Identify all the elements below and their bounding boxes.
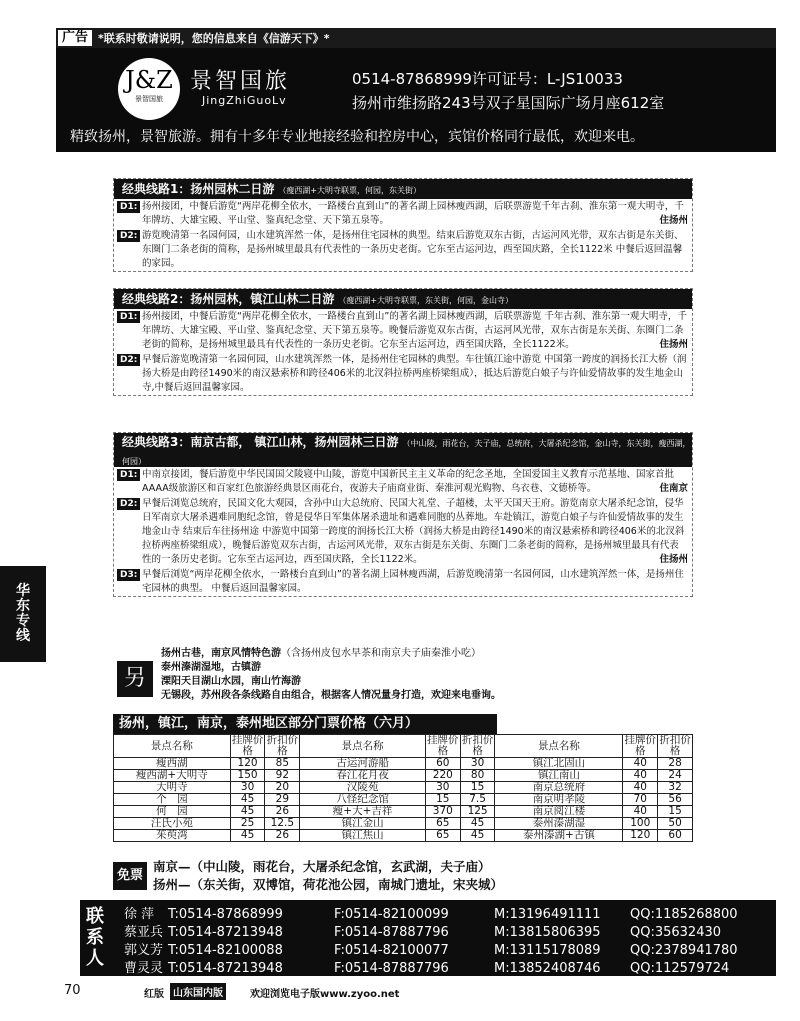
table-cell: 45 [460, 830, 495, 842]
contact-qq: QQ:1185268800 [630, 907, 738, 922]
side-tab-char: 东 [16, 598, 30, 614]
day-tag: D1: [117, 311, 140, 323]
day-text: 中南京接团，餐后游览中华民国国父陵寝中山陵，游览中国新民主主义革命的纪念圣地，全国爱国主义教育示范基地、国家首批AAAA级旅游区和百家红色旅游经典景区雨花台，夜游夫子庙商业街、秦淮河观光购物、乌衣巷、文德桥等。 [142, 469, 675, 494]
table-cell: 个 园 [114, 794, 231, 806]
free-list [153, 858, 503, 894]
route-day [114, 310, 692, 352]
contacts-label: 联系人 [86, 906, 104, 969]
table-cell: 南京阅江楼 [495, 806, 623, 818]
contact-row [124, 903, 738, 922]
table-cell: 40 [623, 770, 658, 782]
table-cell: 春江花月夜 [300, 770, 426, 782]
table-cell: 40 [623, 806, 658, 818]
logo-mark: J&Z [125, 66, 173, 94]
contact-row [124, 957, 729, 976]
contact-name: 徐 萍 [124, 907, 155, 922]
day-tag: D2: [117, 354, 140, 366]
table-cell: 何 园 [114, 806, 231, 818]
table-cell: 26 [265, 830, 300, 842]
table-cell: 28 [658, 758, 693, 770]
table-cell: 80 [460, 770, 495, 782]
day-tag: D3: [117, 569, 140, 581]
route-title-text: 经典线路1：扬州园林二日游 [122, 182, 275, 196]
table-cell: 15 [460, 782, 495, 794]
other-route-line: 泰州溱湖湿地，古镇游 [161, 662, 261, 673]
ad-note: *联系时敬请说明，您的信息来自《信游天下》* [98, 32, 330, 45]
stay-city: 住扬州 [659, 215, 688, 226]
table-row [114, 794, 693, 806]
table-cell: 220 [425, 770, 460, 782]
route-day [114, 568, 692, 596]
table-cell: 120 [230, 758, 265, 770]
contact-row [124, 921, 721, 940]
contact-tel[interactable]: T:0514-87868999 [168, 907, 283, 922]
route-title-text: 经典线路3：南京古都， 镇江山林，扬州园林三日游 [122, 435, 399, 449]
other-routes [113, 647, 693, 707]
contact-fax: F:0514-82100077 [334, 943, 449, 958]
table-cell: 泰州溱湖湿 [495, 818, 623, 830]
contact-mobile[interactable]: M:13815806395 [494, 925, 601, 940]
col-header: 景点名称 [114, 735, 231, 758]
day-tag: D2: [117, 498, 140, 510]
table-cell: 25 [230, 818, 265, 830]
table-row [114, 818, 693, 830]
table-cell: 45 [230, 794, 265, 806]
table-cell: 85 [265, 758, 300, 770]
edition-label: 红版 [144, 989, 164, 1000]
route-day [114, 497, 692, 567]
contact-fax: F:0514-87887796 [334, 961, 449, 976]
day-text: 早餐后浏览“两岸花柳全依水，一路楼台直到山”的著名湖上园林瘦西湖，后游览晚清第一名园何园，山水建筑浑然一体，是扬州住宅园林的典型。 中餐后返回温馨家园。 [142, 569, 684, 594]
route-title-text: 经典线路2：扬州园林，镇江山林二日游 [122, 292, 335, 306]
other-route-note: （含扬州皮包水早茶和南京夫子庙秦淮小吃） [281, 648, 481, 659]
section-tab-east-china [0, 566, 46, 662]
contact-qq: QQ:112579724 [630, 961, 730, 976]
route-3 [113, 432, 693, 597]
table-cell: 20 [265, 782, 300, 794]
route-subtitle: （瘦西湖+大明寺联票，东关街，何园，金山寺） [338, 296, 514, 305]
contacts-panel [80, 900, 776, 976]
ad-bar [56, 28, 776, 48]
table-cell: 24 [658, 770, 693, 782]
table-cell: 大明寺 [114, 782, 231, 794]
route-day [114, 353, 692, 395]
table-row [114, 770, 693, 782]
table-cell: 30 [425, 782, 460, 794]
route-title [114, 179, 692, 199]
other-route-line: 无锡段，苏州段各条线路自由组合，根据客人情况量身打造，欢迎来电垂询。 [161, 690, 501, 701]
page-footer [56, 980, 776, 1002]
license-line: 0514-87868999许可证号：L-JS10033 [352, 70, 623, 88]
side-tab-char: 华 [16, 583, 30, 599]
contact-name: 曹灵灵 [124, 961, 164, 976]
table-cell: 56 [658, 794, 693, 806]
table-cell: 100 [623, 818, 658, 830]
table-cell: 12.5 [265, 818, 300, 830]
table-cell: 65 [425, 818, 460, 830]
side-tab-char: 专 [16, 613, 30, 629]
table-cell: 45 [230, 806, 265, 818]
contact-mobile[interactable]: M:13115178089 [494, 943, 601, 958]
table-cell: 120 [623, 830, 658, 842]
col-header: 挂牌价格 [624, 734, 657, 757]
table-cell: 泰州溱湖+古镇 [495, 830, 623, 842]
contact-mobile[interactable]: M:13852408746 [494, 961, 601, 976]
table-cell: 60 [658, 830, 693, 842]
route-title [114, 289, 692, 309]
col-header: 折扣价格 [266, 734, 299, 757]
stay-city: 住扬州 [659, 339, 688, 350]
free-badge: 免票 [113, 862, 147, 890]
side-tab-char: 线 [16, 628, 30, 644]
table-cell: 26 [265, 806, 300, 818]
table-cell: 70 [623, 794, 658, 806]
route-day [114, 229, 692, 271]
col-header: 折扣价格 [659, 734, 691, 757]
route-title [114, 433, 692, 467]
table-cell: 八怪纪念馆 [300, 794, 426, 806]
route-subtitle: （中山陵，雨花台，夫子庙，总统府，大屠杀纪念馆，金山寺，东关街，瘦西湖，何园） [122, 439, 691, 466]
other-route-line: 溧阳天目湖山水园，南山竹海游 [161, 676, 301, 687]
table-cell: 汉陵苑 [300, 782, 426, 794]
table-cell: 29 [265, 794, 300, 806]
company-logo [118, 58, 180, 120]
table-row [114, 782, 693, 794]
col-header: 挂牌价格 [427, 734, 459, 757]
day-text: 扬州接团，中餐后游览“两岸花柳全依水，一路楼台直到山”的著名湖上园林瘦西湖，后联票游览 千年古刹、淮东第一观大明寺，千年牌坊、大雄宝殿、平山堂、鉴真纪念堂、天下第五泉等。晚餐后游览双东古街，古运河风光带，双东古街是东关街、东圈门二条老街的简称，是扬州城里最具有代表性的一条历史老街。它东至古运河边，西至国庆路，全长1122米。 [142, 311, 687, 350]
table-cell: 南京总统府 [495, 782, 623, 794]
table-cell: 汪氏小苑 [114, 818, 231, 830]
day-text: 早餐后游览晚清第一名园何园，山水建筑浑然一体，是扬州住宅园林的典型。车往镇江途中游览 中国第一跨度的润扬长江大桥（润扬大桥是由跨径1490米的南汉悬索桥和跨径406米的北汊斜拉桥两座桥梁组成），抵达后游览白娘子与许仙爱情故事的发生地金山寺,中餐后返回温馨家园。 [142, 354, 687, 393]
contact-qq: QQ:35632430 [630, 925, 722, 940]
table-row [114, 830, 693, 842]
table-cell: 60 [425, 758, 460, 770]
contact-row [124, 939, 738, 958]
table-cell: 古运河游船 [300, 758, 426, 770]
table-cell: 7.5 [460, 794, 495, 806]
free-line: 南京—（中山陵，雨花台，大屠杀纪念馆，玄武湖，夫子庙） [153, 859, 491, 874]
contact-tel[interactable]: T:0514-82100088 [168, 943, 283, 958]
other-badge: 另 [117, 661, 153, 697]
table-cell: 45 [230, 830, 265, 842]
free-line: 扬州—（东关街，双博馆，荷花池公园，南城门遗址，宋夹城） [153, 877, 504, 892]
table-cell: 92 [265, 770, 300, 782]
other-routes-list [161, 647, 501, 703]
table-cell: 65 [425, 830, 460, 842]
contact-name: 蔡亚兵 [124, 925, 164, 940]
route-day [114, 200, 692, 228]
price-table-header [114, 735, 693, 758]
contact-fax: F:0514-87887796 [334, 925, 449, 940]
day-tag: D1: [117, 469, 140, 481]
stay-city: 住扬州 [659, 554, 688, 565]
route-1 [113, 178, 693, 272]
ad-tag: 广告 [58, 30, 92, 46]
day-text: 游览晚清第一名园何园，山水建筑浑然一体，是扬州住宅园林的典型。结束后游览双东古街，古运河风光带，双东古街是东关街、东圈门二条老街的简称，是扬州城里最具有代表性的一条历史老街。它东至古运河边，西至国庆路，全长1122米 中餐后返回温馨的家园。 [142, 230, 684, 269]
other-route-text: 扬州古巷，南京风情特色游 [161, 648, 281, 659]
stay-city: 住南京 [659, 483, 688, 494]
table-cell: 瘦西湖 [114, 758, 231, 770]
table-cell: 镇江金山 [300, 818, 426, 830]
route-2 [113, 288, 693, 396]
col-header: 景点名称 [495, 735, 623, 758]
day-tag: D2: [117, 230, 140, 242]
table-cell: 32 [658, 782, 693, 794]
table-cell: 30 [230, 782, 265, 794]
contact-tel[interactable]: T:0514-87213948 [168, 961, 283, 976]
route-subtitle: （瘦西湖+大明寺联票，何园，东关街） [278, 186, 422, 195]
table-cell: 370 [425, 806, 460, 818]
table-cell: 15 [425, 794, 460, 806]
table-cell: 南京明孝陵 [495, 794, 623, 806]
route-day [114, 468, 692, 496]
contact-qq: QQ:2378941780 [630, 943, 738, 958]
table-cell: 瘦西湖+大明寺 [114, 770, 231, 782]
contact-tel[interactable]: T:0514-87213948 [168, 925, 283, 940]
table-cell: 15 [658, 806, 693, 818]
table-cell: 150 [230, 770, 265, 782]
contact-name: 郭义芳 [124, 943, 164, 958]
company-banner [56, 48, 776, 152]
table-cell: 镇江南山 [495, 770, 623, 782]
page-number: 70 [64, 983, 81, 998]
price-table-title: 扬州，镇江，南京，泰州地区部分门票价格（六月） [113, 714, 497, 734]
day-tag: D1: [117, 201, 140, 213]
table-cell: 40 [623, 758, 658, 770]
table-cell: 茱萸湾 [114, 830, 231, 842]
free-attractions [113, 858, 693, 894]
table-row [114, 806, 693, 818]
contact-fax: F:0514-82100099 [334, 907, 449, 922]
address-line: 扬州市维扬路243号双子星国际广场月座612室 [352, 94, 665, 112]
table-cell: 45 [460, 818, 495, 830]
company-pinyin: JingZhiGuoLv [202, 94, 287, 107]
other-route-line [161, 647, 501, 661]
table-row [114, 758, 693, 770]
col-header: 挂牌价格 [231, 734, 264, 757]
table-cell: 40 [623, 782, 658, 794]
company-name: 景智国旅 [190, 69, 291, 94]
day-text: 早餐后浏览总统府，民国文化大观园，含孙中山大总统府、民国大礼堂、子超楼，太平天国天王府。游览南京大屠杀纪念馆，侵华日军南京大屠杀遇难同胞纪念馆，曾是侵华日军集体屠杀遗址和遇难同胞的丛葬地。车赴镇江，游览白娘子与许仙爱情故事的发生地金山寺 结束后车往扬州途 中游览中国第一跨度的润扬长江大桥（润扬大桥是由跨径1490米的南汉悬索桥和跨径406米的北汊斜拉桥两座桥梁组成），晚餐后游览双东古街，古运河风光带，双东古街是东关街、东圈门二条老街的简称，是扬州城里最具有代表性的一条历史老街。它东至古运河边，西至国庆路，全长1122米。 [142, 498, 685, 565]
slogan: 精致扬州，景智旅游。拥有十多年专业地接经验和控房中心，宾馆价格同行最低，欢迎来电。 [70, 129, 644, 145]
table-cell: 镇江焦山 [300, 830, 426, 842]
table-cell: 30 [460, 758, 495, 770]
contact-mobile[interactable]: M:13196491111 [494, 907, 601, 922]
region-label: 山东国内版 [170, 983, 226, 1000]
day-text: 扬州接团，中餐后游览“两岸花柳全依水，一路楼台直到山”的著名湖上园林瘦西湖，后联票游览千年古刹、淮东第一观大明寺，千年牌坊、大雄宝殿、平山堂、鉴真纪念堂、天下第五泉等。 [142, 201, 684, 226]
table-cell: 瘦+大+吉祥 [300, 806, 426, 818]
website-link[interactable]: 欢迎浏览电子版www.zyoo.net [250, 989, 400, 1000]
price-table [113, 734, 693, 842]
logo-sub: 景智国旅 [135, 95, 163, 103]
col-header: 景点名称 [300, 735, 426, 758]
table-cell: 镇江北固山 [495, 758, 623, 770]
table-cell: 50 [658, 818, 693, 830]
table-cell: 125 [460, 806, 495, 818]
col-header: 折扣价格 [461, 734, 494, 757]
